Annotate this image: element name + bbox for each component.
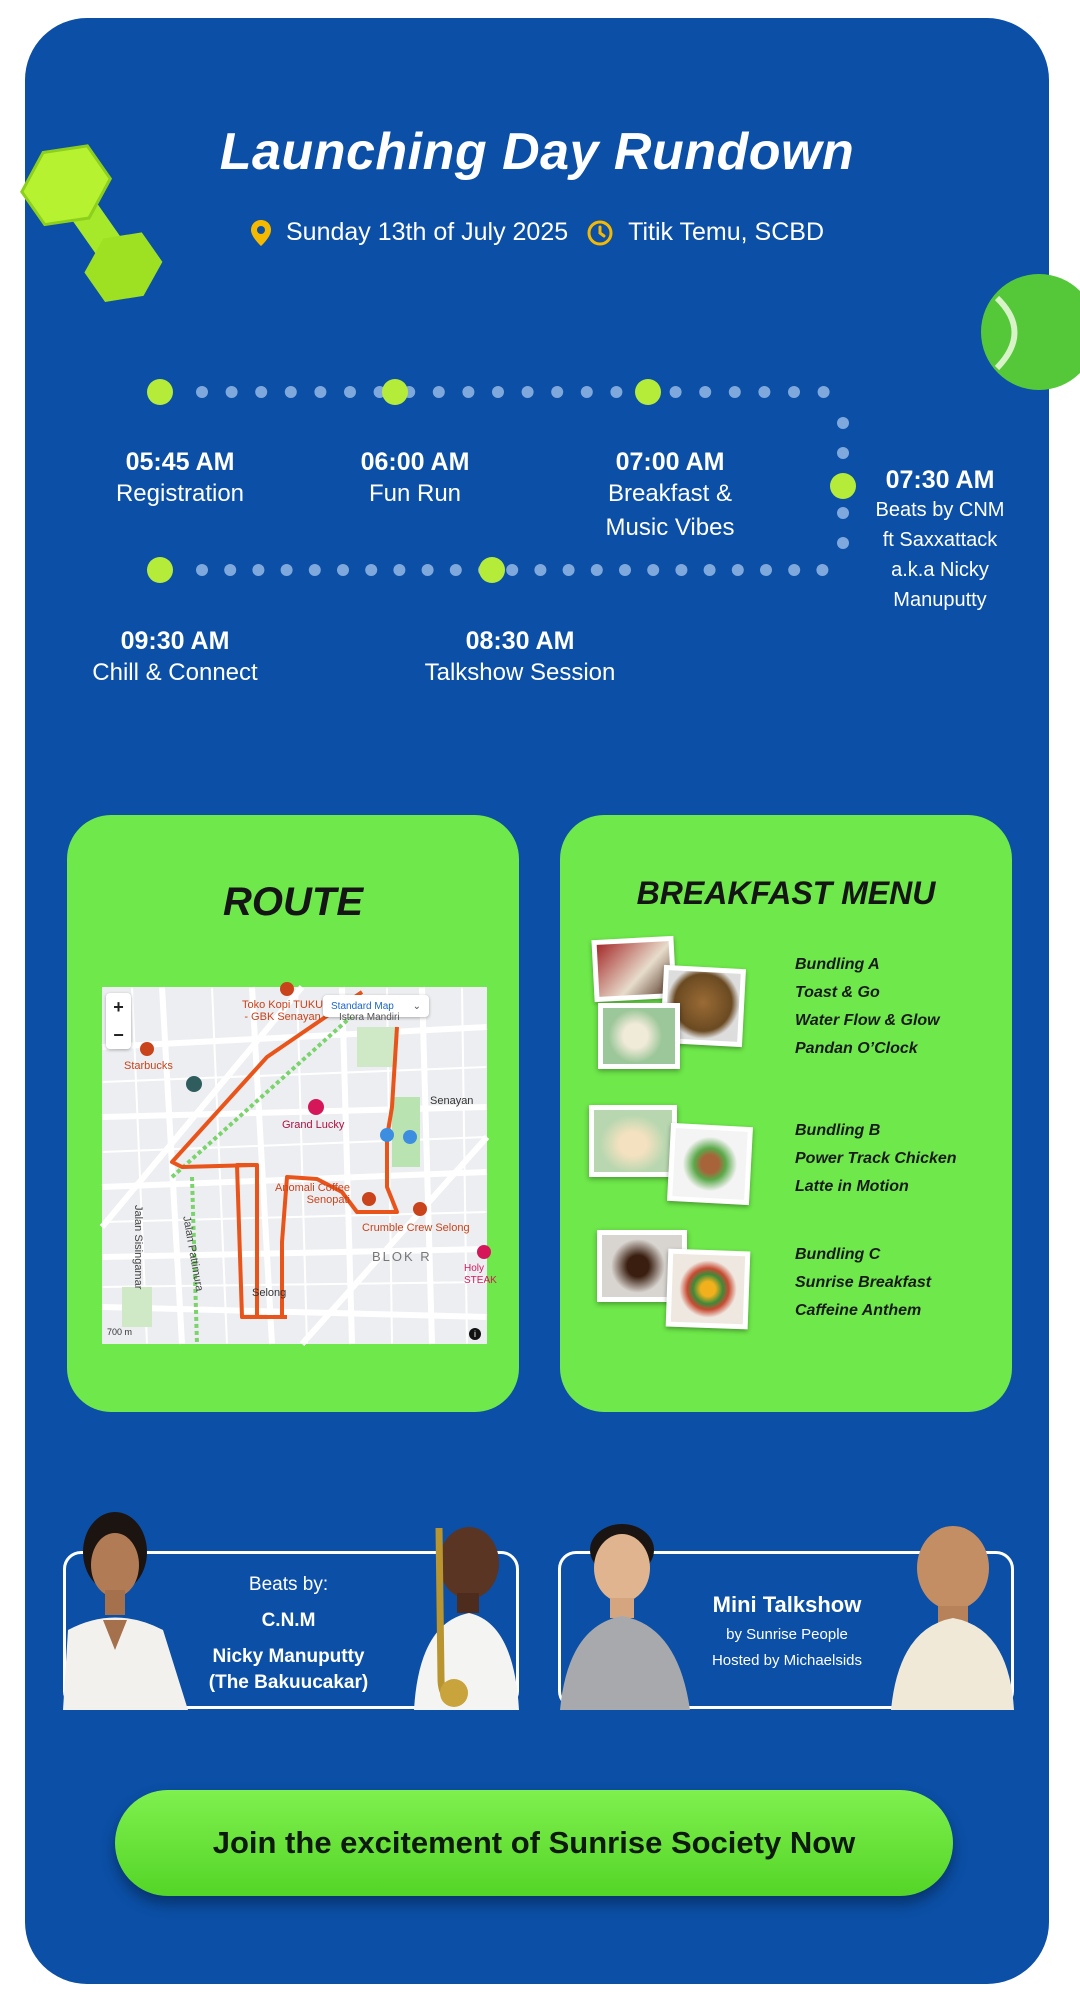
menu-bundle-c (795, 1241, 931, 1325)
map-label-grand-lucky: Grand Lucky (282, 1119, 345, 1131)
timeline-small-dot (226, 386, 238, 398)
timeline-small-dot (422, 564, 434, 576)
map-label: STEAK (464, 1275, 497, 1286)
timeline-small-dot (837, 417, 849, 429)
map-label: Senopati (306, 1194, 351, 1206)
timeline-small-dot (365, 564, 377, 576)
timeline-label: Fun Run (368, 480, 462, 507)
beats-name-alias: (The Bakuucakar) (208, 1672, 369, 1693)
timeline-item-registration (80, 448, 280, 511)
timeline-milestone-dot (382, 379, 408, 405)
timeline-small-dot (647, 564, 659, 576)
map-label: Toko Kopi TUKU (242, 999, 324, 1011)
map-label-sisingamangaraja: Jalan Sisingamar (132, 1205, 144, 1290)
timeline-item-chill (50, 627, 300, 690)
map-label-anomali (275, 1182, 350, 1206)
timeline-time: 06:00 AM (360, 448, 470, 476)
timeline-small-dot (281, 564, 293, 576)
timeline-small-dot (522, 386, 534, 398)
timeline-small-dot (492, 386, 504, 398)
avatar-cnm (63, 1510, 188, 1710)
timeline-small-dot (619, 564, 631, 576)
route-map[interactable] (102, 987, 497, 1344)
avatar-michaelsids (891, 1508, 1014, 1710)
timeline-small-dot (788, 386, 800, 398)
photo-bundle-a-pandan (598, 1003, 680, 1069)
event-location: Titik Temu, SCBD (628, 218, 825, 246)
route-title: ROUTE (223, 880, 363, 924)
menu-bundle-a (795, 951, 940, 1063)
timeline-small-dot (758, 386, 770, 398)
bundle-name: Bundling A (795, 956, 880, 973)
bundle-item: Water Flow & Glow (795, 1012, 940, 1029)
page-title: Launching Day Rundown (219, 123, 855, 181)
bundle-item: Pandan O’Clock (795, 1040, 918, 1057)
timeline-small-dot (252, 564, 264, 576)
bundle-item: Toast & Go (795, 984, 880, 1001)
beats-name-cnm: C.N.M (261, 1610, 316, 1631)
timeline-small-dot (788, 564, 800, 576)
timeline-small-dot (837, 447, 849, 459)
timeline-small-dot (816, 564, 828, 576)
timeline-small-dot (344, 386, 356, 398)
photo-bundle-b-chicken (667, 1123, 753, 1205)
timeline-small-dot (704, 564, 716, 576)
map-label-starbucks: Starbucks (124, 1060, 173, 1072)
map-scale: 700 m (107, 1327, 133, 1337)
breakfast-menu-panel (560, 815, 1012, 1412)
bundle-item: Caffeine Anthem (795, 1302, 922, 1319)
beats-label: Beats by: (248, 1574, 329, 1595)
map-canvas[interactable] (102, 987, 487, 1344)
timeline-small-dot (462, 386, 474, 398)
timeline-small-dot (450, 564, 462, 576)
talkshow-title: Mini Talkshow (712, 1592, 862, 1617)
timeline-milestone-dot (147, 379, 173, 405)
info-icon[interactable]: i (469, 1328, 481, 1340)
timeline-time: 07:30 AM (885, 466, 995, 494)
talkshow-by: by Sunrise People (726, 1626, 848, 1643)
map-label-blok-r: BLOK R (372, 1249, 432, 1264)
timeline-small-dot (309, 564, 321, 576)
timeline-small-dot (337, 564, 349, 576)
rundown-card (25, 18, 1049, 1984)
timeline-small-dot (196, 564, 208, 576)
timeline-small-dot (506, 564, 518, 576)
timeline-small-dot (581, 386, 593, 398)
map-label-selong: Selong (252, 1287, 287, 1299)
timeline-label: Manuputty (893, 589, 987, 611)
timeline-small-dot (255, 386, 267, 398)
timeline-milestone-dot (830, 473, 856, 499)
timeline-small-dot (196, 386, 208, 398)
timeline-small-dot (591, 564, 603, 576)
timeline-time: 07:00 AM (615, 448, 725, 476)
timeline-time: 05:45 AM (125, 448, 235, 476)
map-label: - GBK Senayan (244, 1011, 321, 1023)
bundle-item: Sunrise Breakfast (795, 1274, 932, 1291)
chevron-down-icon: ⌄ (412, 1000, 421, 1012)
timeline-small-dot (610, 386, 622, 398)
timeline-item-talkshow (390, 627, 650, 690)
map-label: Anomali Coffee (275, 1182, 351, 1194)
bundle-item: Latte in Motion (795, 1178, 909, 1195)
timeline-label: Talkshow Session (424, 659, 616, 686)
avatar-talkshow-guest (560, 1508, 690, 1710)
timeline-small-dot (314, 386, 326, 398)
timeline-small-dot (837, 537, 849, 549)
map-label-crumble: Crumble Crew Selong (362, 1222, 470, 1234)
timeline-label: Breakfast & (607, 480, 733, 507)
timeline-small-dot (563, 564, 575, 576)
bundle-name: Bundling B (795, 1122, 881, 1139)
zoom-out-button[interactable]: − (113, 1024, 124, 1045)
timeline-small-dot (729, 386, 741, 398)
timeline-label: Chill & Connect (92, 659, 258, 686)
timeline-time: 09:30 AM (120, 627, 230, 655)
menu-bundle-b (795, 1117, 957, 1201)
photo-bundle-c-breakfast (666, 1249, 751, 1330)
map-label: Holy (464, 1263, 485, 1274)
timeline-small-dot (551, 386, 563, 398)
beats-name-nicky: Nicky Manuputty (212, 1646, 365, 1667)
timeline-small-dot (760, 564, 772, 576)
timeline-small-dot (534, 564, 546, 576)
map-label-istora: Istora Mandiri (339, 1012, 400, 1023)
talkshow-host: Hosted by Michaelsids (711, 1652, 863, 1669)
map-label-tuku (242, 999, 323, 1023)
timeline-label: Beats by CNM (875, 499, 1005, 521)
timeline-small-dot (699, 386, 711, 398)
map-label-senayan: Senayan (430, 1095, 474, 1107)
zoom-in-button[interactable]: + (113, 996, 124, 1017)
map-label-holy (464, 1263, 497, 1287)
timeline-time: 08:30 AM (465, 627, 575, 655)
timeline-small-dot (732, 564, 744, 576)
timeline-label: a.k.a Nicky (891, 559, 989, 581)
timeline-small-dot (393, 564, 405, 576)
timeline-small-dot (837, 507, 849, 519)
timeline-small-dot (818, 386, 830, 398)
timeline-item-breakfast (560, 448, 780, 545)
timeline-item-beats (855, 466, 1025, 615)
timeline-small-dot (675, 564, 687, 576)
map-label-pattimura: Jalan Pattimura (180, 1215, 206, 1293)
event-date: Sunday 13th of July 2025 (285, 218, 569, 246)
timeline-milestone-dot (635, 379, 661, 405)
timeline-small-dot (224, 564, 236, 576)
timeline-label: ft Saxxattack (882, 529, 998, 551)
map-type-label: Standard Map (331, 1000, 394, 1012)
timeline-item-fun-run (315, 448, 515, 511)
map-zoom-controls (106, 993, 131, 1049)
join-now-button[interactable]: Join the excitement of Sunrise Society Now (115, 1790, 953, 1896)
bundle-item: Power Track Chicken (795, 1150, 957, 1167)
avatar-nicky-manuputty (399, 1508, 519, 1710)
menu-title: BREAKFAST MENU (636, 875, 936, 911)
photo-bundle-b-latte (589, 1105, 677, 1177)
timeline-small-dot (433, 386, 445, 398)
timeline-small-dot (285, 386, 297, 398)
timeline-milestone-dot (147, 557, 173, 583)
timeline-label: Registration (115, 480, 245, 507)
timeline-label: Music Vibes (605, 514, 735, 541)
timeline-milestone-dot (479, 557, 505, 583)
timeline-small-dot (670, 386, 682, 398)
bundle-name: Bundling C (795, 1246, 881, 1263)
route-panel (67, 815, 519, 1412)
